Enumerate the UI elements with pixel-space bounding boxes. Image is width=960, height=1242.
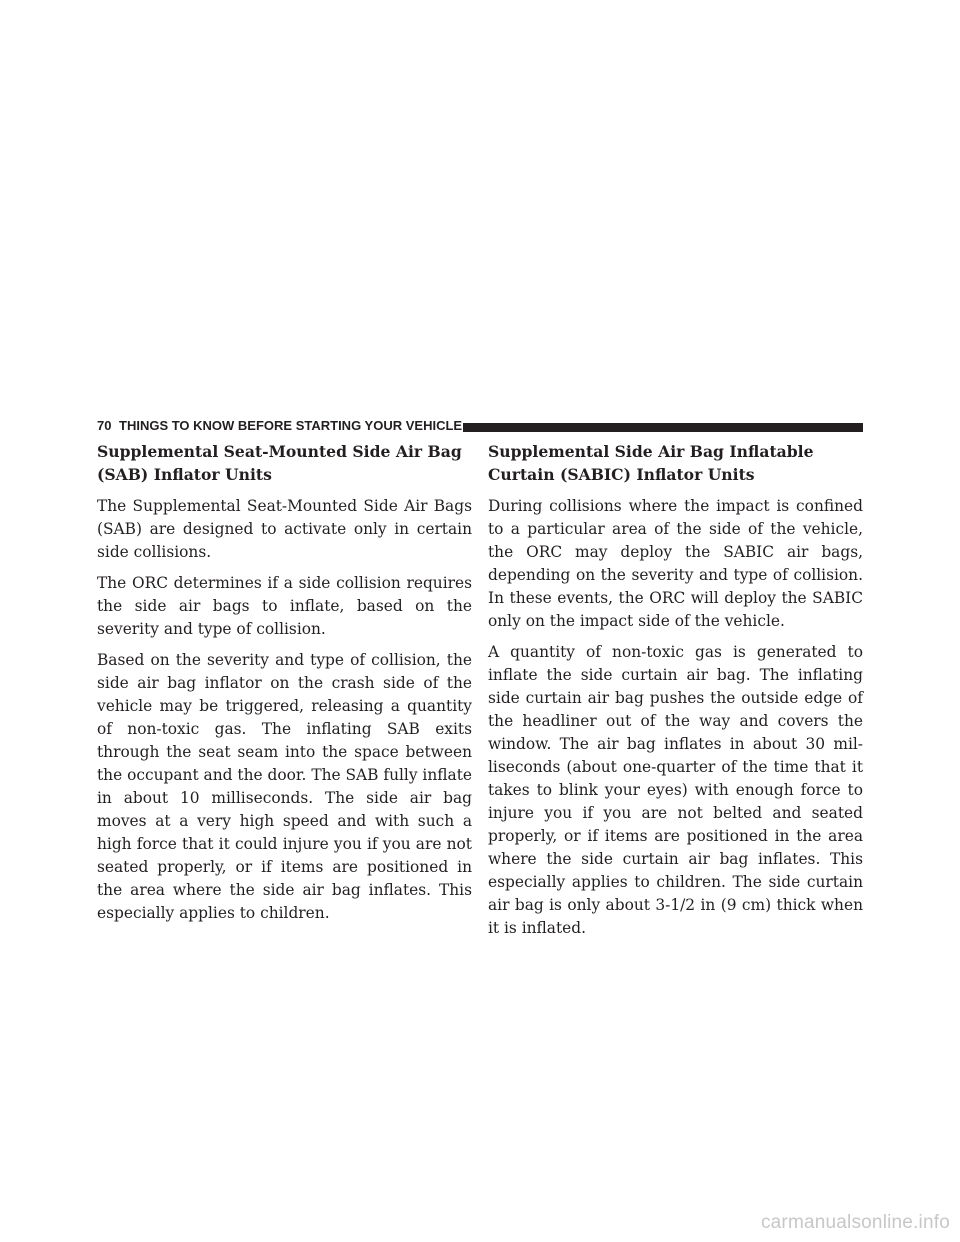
left-column — [97, 440, 472, 933]
sab-heading: Supplemental Seat-Mounted Side Air Bag (SAB) Inflator Units — [97, 442, 462, 484]
page-header — [97, 418, 863, 434]
right-column — [488, 440, 863, 948]
sab-paragraph-2: The ORC determines if a side collision requires the side air bags to inflate, based on the severity and type of collision. — [97, 574, 472, 638]
page-number: 70 — [97, 418, 112, 433]
section-title: THINGS TO KNOW BEFORE STARTING YOUR VEHICLE — [119, 418, 463, 433]
sab-paragraph-3: Based on the severity and type of collision, the side air bag inflator on the crash side of the vehicle may be triggered, releasing a quantity of non-toxic gas. The inflating SAB exits through the seat seam into the space between the occupant and the door. The SAB fully inflate in about 10 milliseconds. The side air bag moves at a very high speed and with such a high force that it could injure you if you are not seated properly, or if items are positioned in the area where the side air bag inflates. This especially applies to children. — [97, 651, 472, 922]
sabic-paragraph-1: During collisions where the impact is confined to a particular area of the side of the vehicle, the ORC may deploy the SABIC air bags, depending on the severity and type of collision. In these events, the ORC will deploy the SABIC only on the impact side of the vehicle. — [488, 497, 863, 630]
sabic-paragraph-2: A quantity of non-toxic gas is generated to inflate the side curtain air bag. The inflating side curtain air bag pushes the outside edge of the headliner out of the way and covers the window. The air bag inflates in about 30 mil-liseconds (about one-quarter of the time that it takes to blink your eyes) with enough force to injure you if you are not belted and seated properly, or if items are positioned in the area where the side curtain air bag inflates. This especially applies to children. The side curtain air bag is only about 3-1/2 in (9 cm) thick when it is inflated. — [488, 643, 863, 937]
header-rule — [463, 423, 863, 432]
sabic-heading: Supplemental Side Air Bag Inflatable Curtain (SABIC) Inflator Units — [488, 442, 814, 484]
watermark: carmanualsonline.info — [760, 1212, 950, 1233]
sab-paragraph-1: The Supplemental Seat-Mounted Side Air Bags (SAB) are designed to activate only in certain side collisions. — [97, 497, 472, 561]
